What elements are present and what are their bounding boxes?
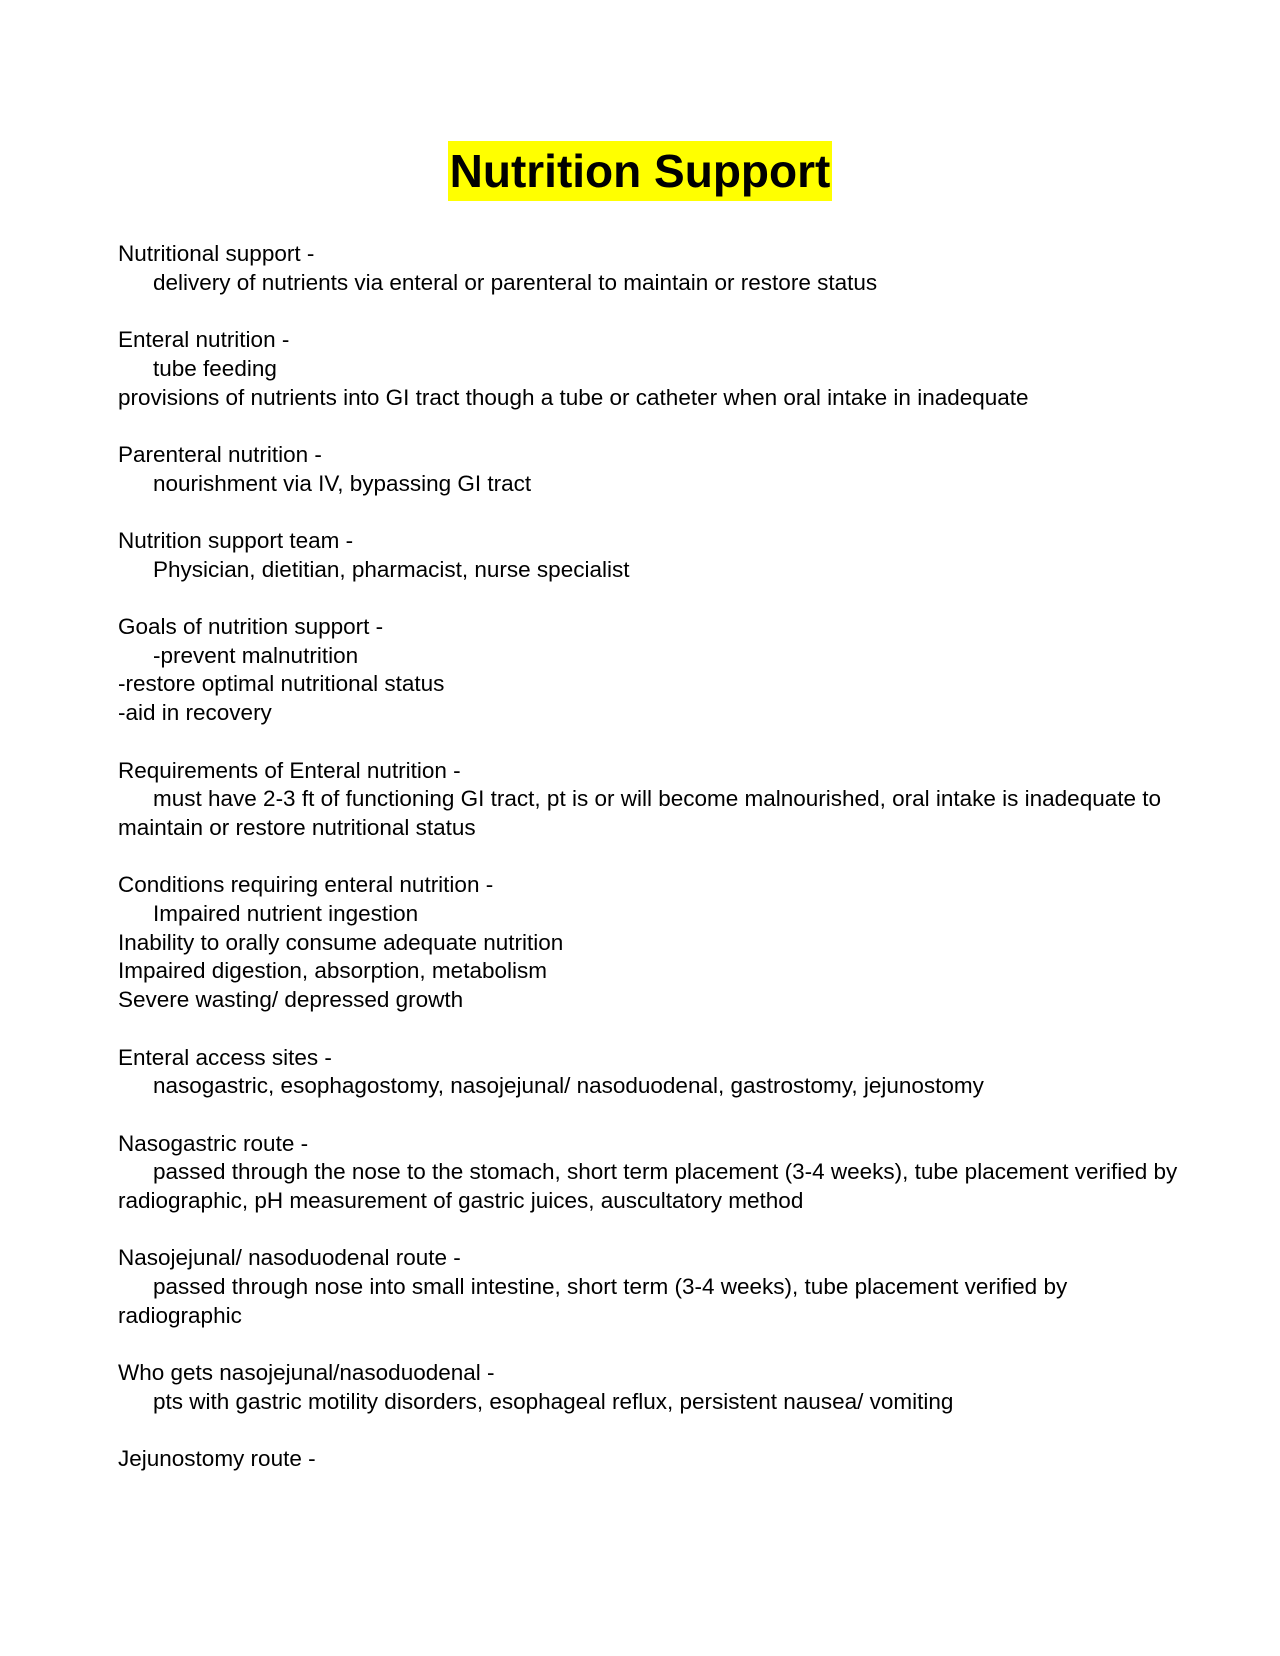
entry-definition: Physician, dietitian, pharmacist, nurse specialist	[153, 556, 630, 582]
entry-term: Nutritional support -	[118, 241, 315, 266]
entry-jejunostomy-route	[118, 1445, 1178, 1474]
entry-term: Enteral access sites -	[118, 1044, 332, 1070]
entry-definition: passed through the nose to the stomach, short term placement (3-4 weeks), tube placement verified by radiographic, pH measurement of gastric juices, auscultatory method	[118, 1159, 1184, 1214]
entry-nutrition-support-team	[118, 527, 1178, 584]
page-title: Nutrition Support	[448, 141, 833, 201]
entry-definition: pts with gastric motility disorders, esophageal reflux, persistent nausea/ vomiting	[153, 1388, 954, 1414]
entry-definition: passed through nose into small intestine, short term (3-4 weeks), tube placement verified by radiographic	[118, 1274, 1074, 1328]
entry-term: Requirements of Enteral nutrition -	[118, 757, 461, 783]
entry-term: Jejunostomy route -	[118, 1446, 316, 1472]
entry-definition: Impaired nutrient ingestion Inability to orally consume adequate nutrition Impaired digestion, absorption, metabolism Severe wasting/ depressed growth	[118, 901, 564, 1013]
entry-term: Who gets nasojejunal/nasoduodenal -	[118, 1360, 495, 1386]
entry-term: Goals of nutrition support -	[118, 614, 384, 640]
entry-nutritional-support	[118, 240, 1178, 297]
entry-definition: -prevent malnutrition -restore optimal nutritional status -aid in recovery	[118, 642, 445, 726]
entry-term: Nasojejunal/ nasoduodenal route -	[118, 1245, 461, 1271]
entry-term: Nasogastric route -	[118, 1130, 309, 1156]
entry-definition: must have 2-3 ft of functioning GI tract, pt is or will become malnourished, oral intake is inadequate to maintain or restore nutritional status	[118, 786, 1168, 840]
entry-definition: tube feeding provisions of nutrients into GI tract though a tube or catheter when oral intake in inadequate	[118, 355, 1029, 410]
entry-enteral-access-sites	[118, 1044, 1178, 1101]
entry-requirements-of-enteral-nutrition	[118, 757, 1178, 843]
entry-definition: nasogastric, esophagostomy, nasojejunal/ nasoduodenal, gastrostomy, jejunostomy	[153, 1073, 984, 1099]
entry-definition: delivery of nutrients via enteral or parenteral to maintain or restore status	[153, 269, 878, 295]
entry-term: Enteral nutrition -	[118, 327, 290, 353]
title-container	[0, 141, 1280, 201]
entry-enteral-nutrition	[118, 326, 1178, 412]
entry-goals-of-nutrition-support	[118, 613, 1178, 728]
entry-term: Nutrition support team -	[118, 527, 354, 553]
entry-nasojejunal-nasoduodenal-route	[118, 1244, 1178, 1330]
entry-nasogastric-route	[118, 1130, 1184, 1216]
entry-parenteral-nutrition	[118, 441, 1178, 498]
document-body	[118, 240, 1184, 1503]
entry-definition: nourishment via IV, bypassing GI tract	[153, 470, 532, 496]
entry-term: Parenteral nutrition -	[118, 441, 322, 467]
entry-term: Conditions requiring enteral nutrition -	[118, 872, 494, 898]
entry-who-gets-nasojejunal	[118, 1359, 1178, 1416]
entry-conditions-requiring-enteral-nutrition	[118, 871, 1178, 1015]
